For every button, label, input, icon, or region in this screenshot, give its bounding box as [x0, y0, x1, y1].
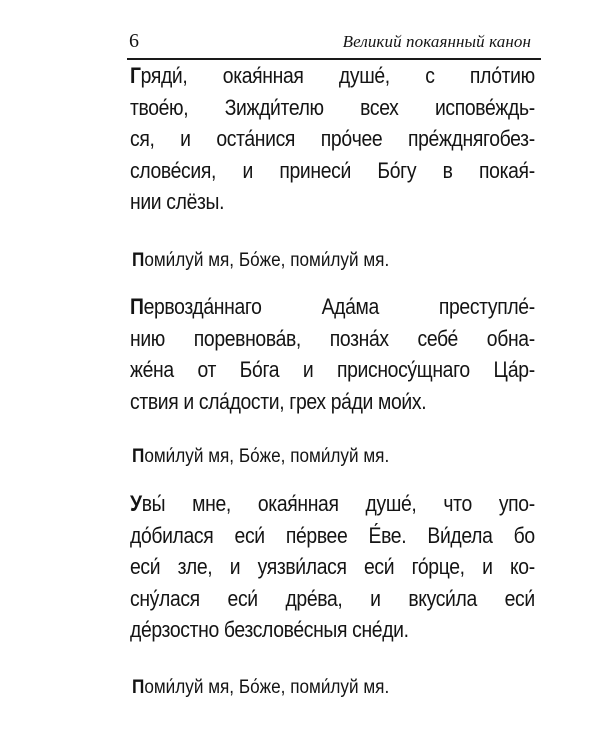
stanza-line: сну́лася еси́ дре́ва, и вкуси́ла еси́: [130, 585, 535, 611]
refrain-1: [132, 247, 389, 273]
stanza-line: нии слёзы.: [130, 189, 225, 214]
page-number: 6: [129, 30, 139, 52]
stanza-line: [130, 291, 535, 323]
running-title: Великий покаянный канон: [342, 32, 531, 51]
stanza-line: [130, 60, 535, 92]
stanza-initial: П: [130, 294, 144, 319]
stanza-2: [130, 291, 535, 417]
stanza-line: слове́сия, и принеси́ Бо́гу в покая́-: [130, 157, 535, 183]
refrain-text: оми́луй мя, Бо́же, поми́луй мя.: [144, 249, 390, 271]
stanza-line: ствия и сла́дости, грех ра́ди мои́х.: [130, 388, 427, 414]
stanza-line: еси́ зле, и уязви́лася еси́ го́рце, и ко-: [130, 554, 535, 579]
stanza-line-text: вы́ мне, окая́нная душе́, что упо-: [141, 491, 535, 516]
page-header: [127, 28, 541, 60]
refrain-text: оми́луй мя, Бо́же, поми́луй мя.: [144, 676, 390, 698]
stanza-line: же́на от Бо́га и присносу́щнаго Ца́р-: [130, 357, 535, 382]
refrain-initial: П: [132, 445, 145, 467]
stanza-initial: Г: [130, 63, 141, 88]
stanza-3: [130, 488, 535, 646]
stanza-line: твое́ю, Зижди́телю всех испове́ждь-: [130, 94, 535, 120]
refrain-text: оми́луй мя, Бо́же, поми́луй мя.: [144, 445, 390, 467]
stanza-1: [130, 60, 535, 218]
stanza-line: [130, 488, 535, 520]
refrain-initial: П: [132, 249, 145, 271]
stanza-initial: У: [130, 491, 142, 516]
stanza-line: до́билася еси́ пе́рвее Е́ве. Ви́дела бо: [130, 522, 535, 548]
stanza-line: де́рзостно безслове́сныя сне́ди.: [130, 617, 409, 642]
stanza-line-text: ервозда́ннаго Ада́ма преступле́-: [143, 294, 535, 319]
stanza-line: ся, и оста́нися про́чее пре́жднягобез-: [130, 126, 535, 151]
stanza-line-text: ряди́, окая́нная душе́, с пло́тию: [140, 63, 535, 88]
refrain-initial: П: [132, 676, 145, 698]
refrain-2: [132, 443, 389, 469]
stanza-line: нию поревнова́в, позна́х себе́ обна-: [130, 325, 535, 351]
refrain-3: [132, 674, 389, 700]
